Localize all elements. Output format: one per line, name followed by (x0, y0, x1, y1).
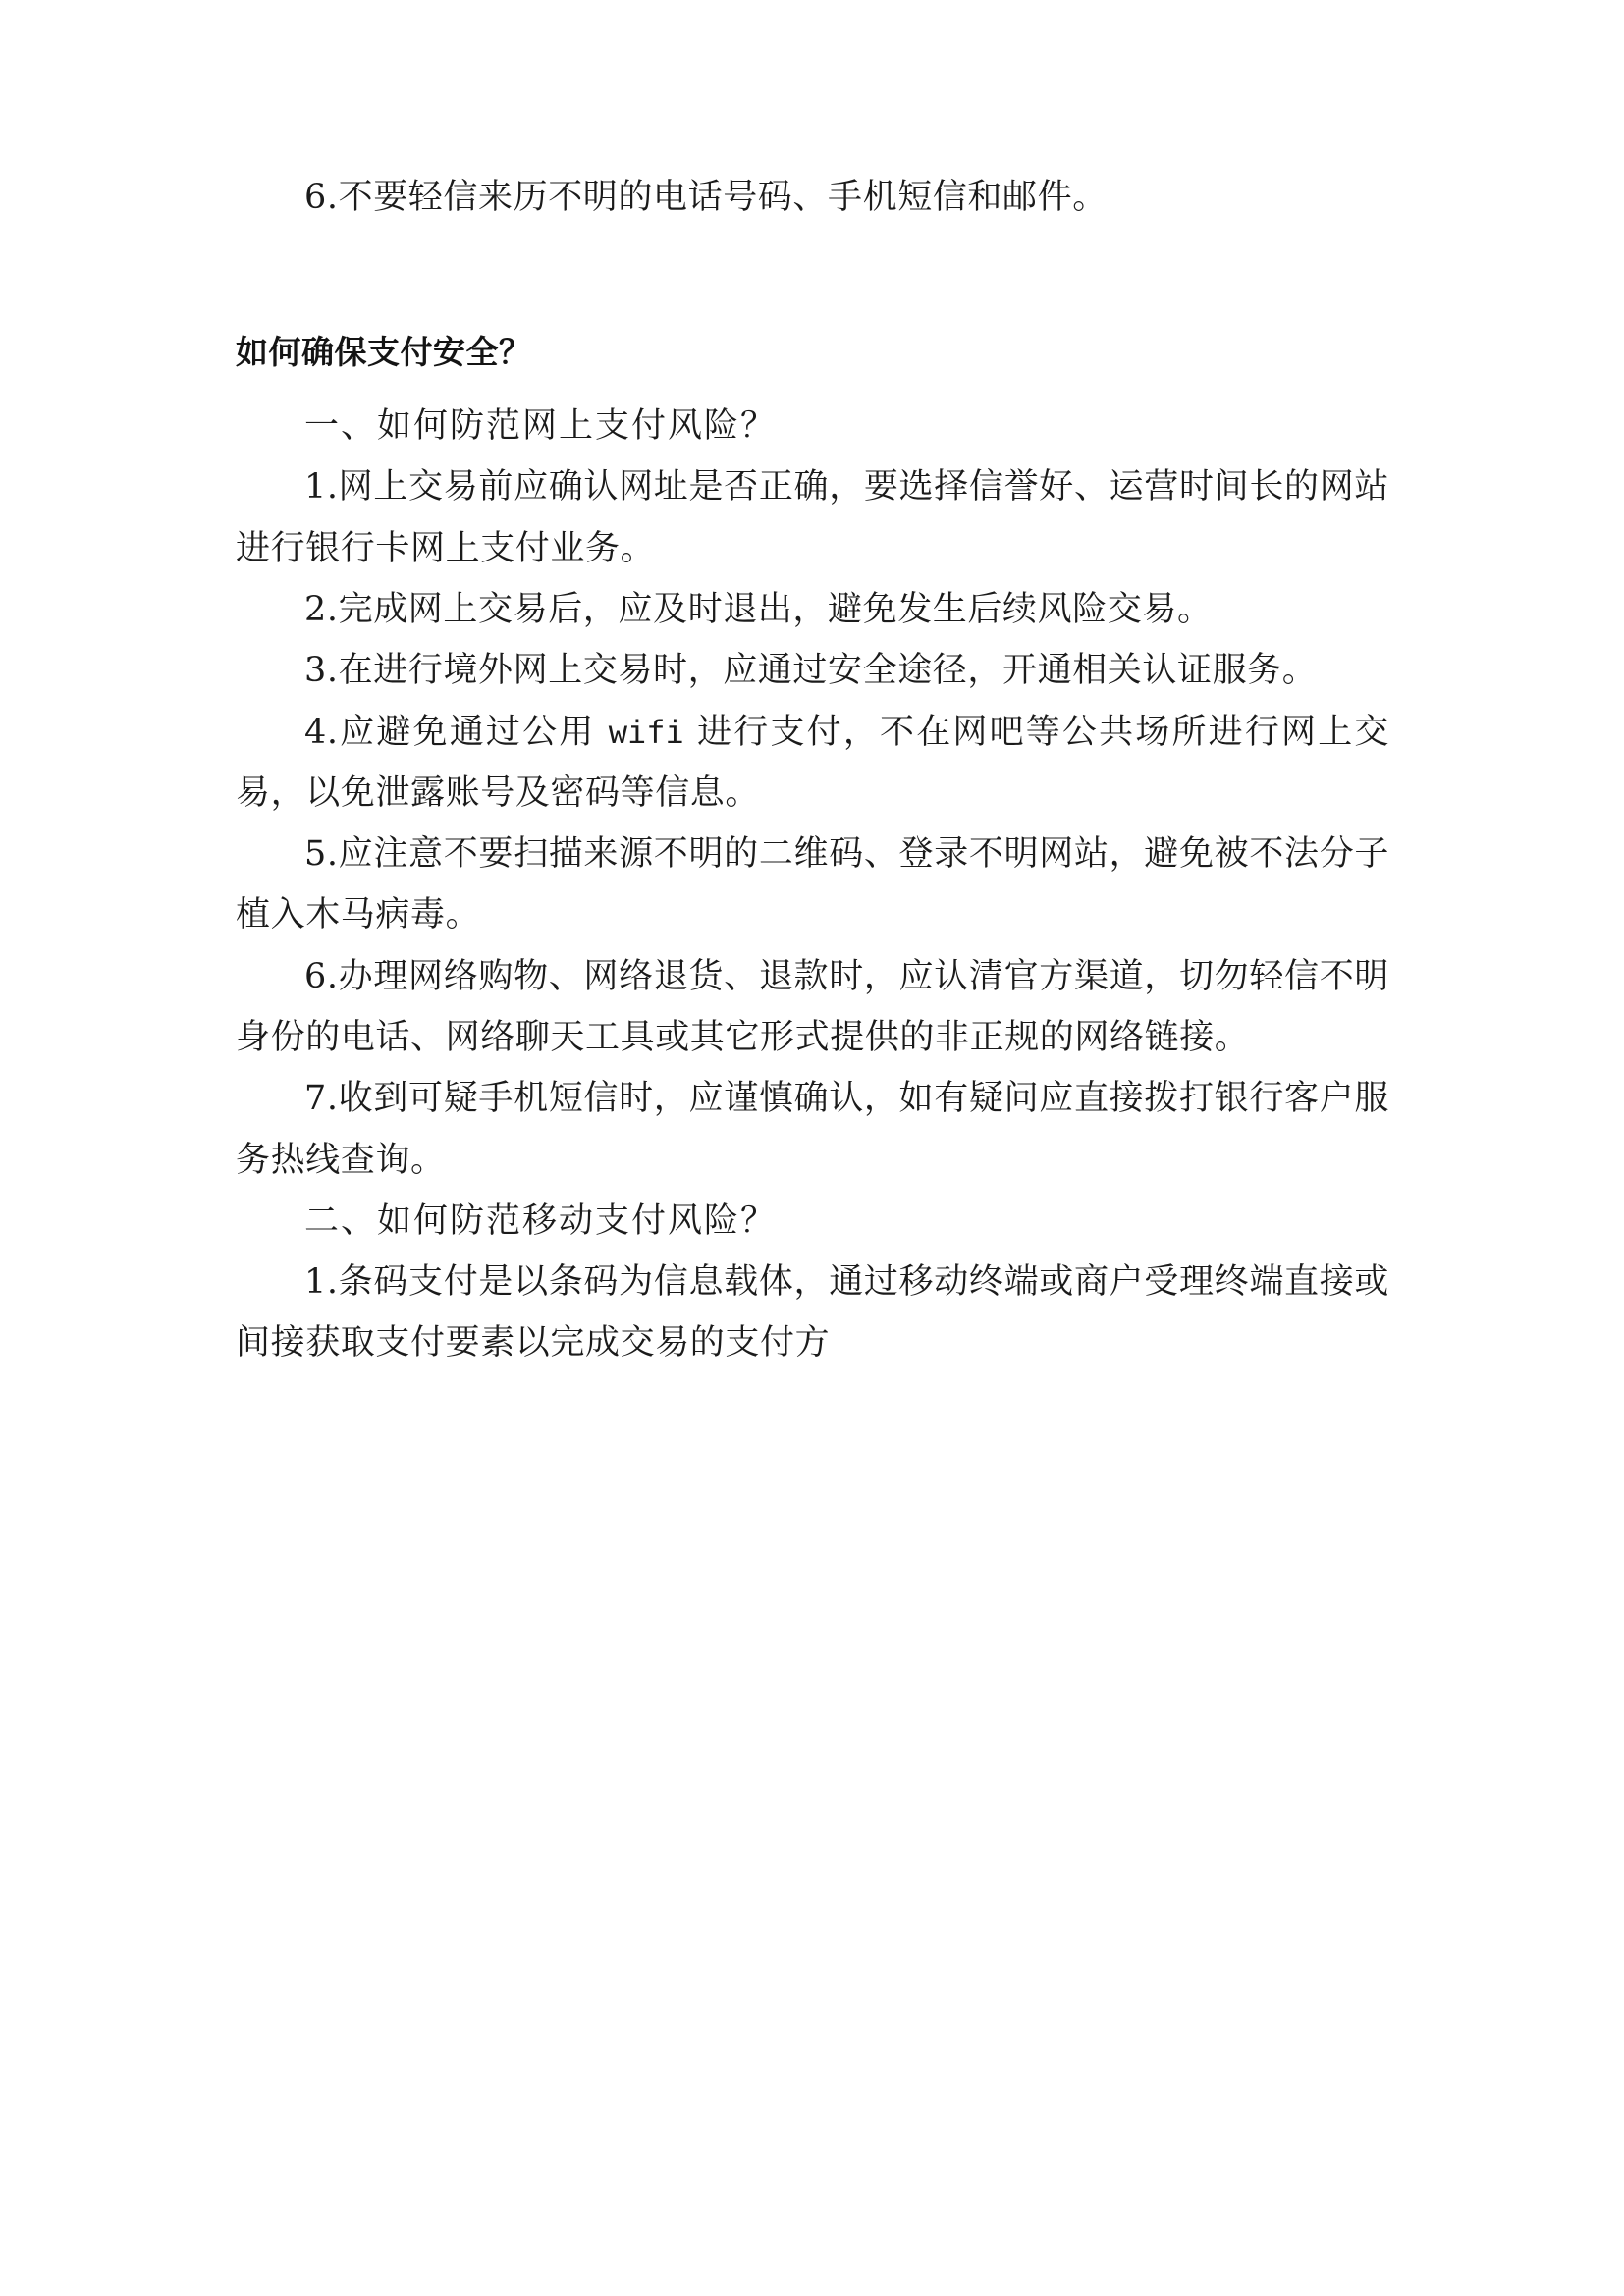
list-item-wifi-suffix: 进行支付，不在网吧等公共场所进行网上交易，以免泄露账号及密码等信息。 (236, 712, 1389, 813)
section-spacer (236, 228, 1389, 324)
sub-heading-one: 一、如何防范网上支付风险？ (304, 406, 778, 447)
list-item: 1.网上交易前应确认网址是否正确，要选择信誉好、运营时间长的网站进行银行卡网上支付业务。 (236, 467, 1389, 568)
list-item: 3.在进行境外网上交易时，应通过安全途径，开通相关认证服务。 (304, 651, 1318, 691)
list-item-wifi (236, 702, 1389, 825)
list-item-wifi-latin: wifi (608, 713, 684, 751)
list-item: 6.办理网络购物、网络退货、退款时，应认清官方渠道，切勿轻信不明身份的电话、网络聊天工具或其它形式提供的非正规的网络链接。 (236, 956, 1389, 1057)
list-item: 7.收到可疑手机短信时，应谨慎确认，如有疑问应直接拨打银行客户服务热线查询。 (236, 1079, 1389, 1180)
list-item: 2.完成网上交易后，应及时退出，避免发生后续风险交易。 (304, 589, 1213, 629)
list-item-wifi-prefix: 4.应避免通过公用 (304, 712, 609, 752)
document-body (236, 167, 1389, 1374)
list-item-6-top: 6.不要轻信来历不明的电话号码、手机短信和邮件。 (304, 178, 1108, 217)
list-item: 1.条码支付是以条码为信息载体，通过移动终端或商户受理终端直接或间接获取支付要素以完成交易的支付方 (236, 1262, 1389, 1363)
list-item: 5.应注意不要扫描来源不明的二维码、登录不明网站，避免被不法分子植入木马病毒。 (236, 834, 1389, 935)
page-title: 如何确保支付安全？ (236, 333, 532, 372)
sub-heading-two: 二、如何防范移动支付风险？ (304, 1201, 778, 1241)
